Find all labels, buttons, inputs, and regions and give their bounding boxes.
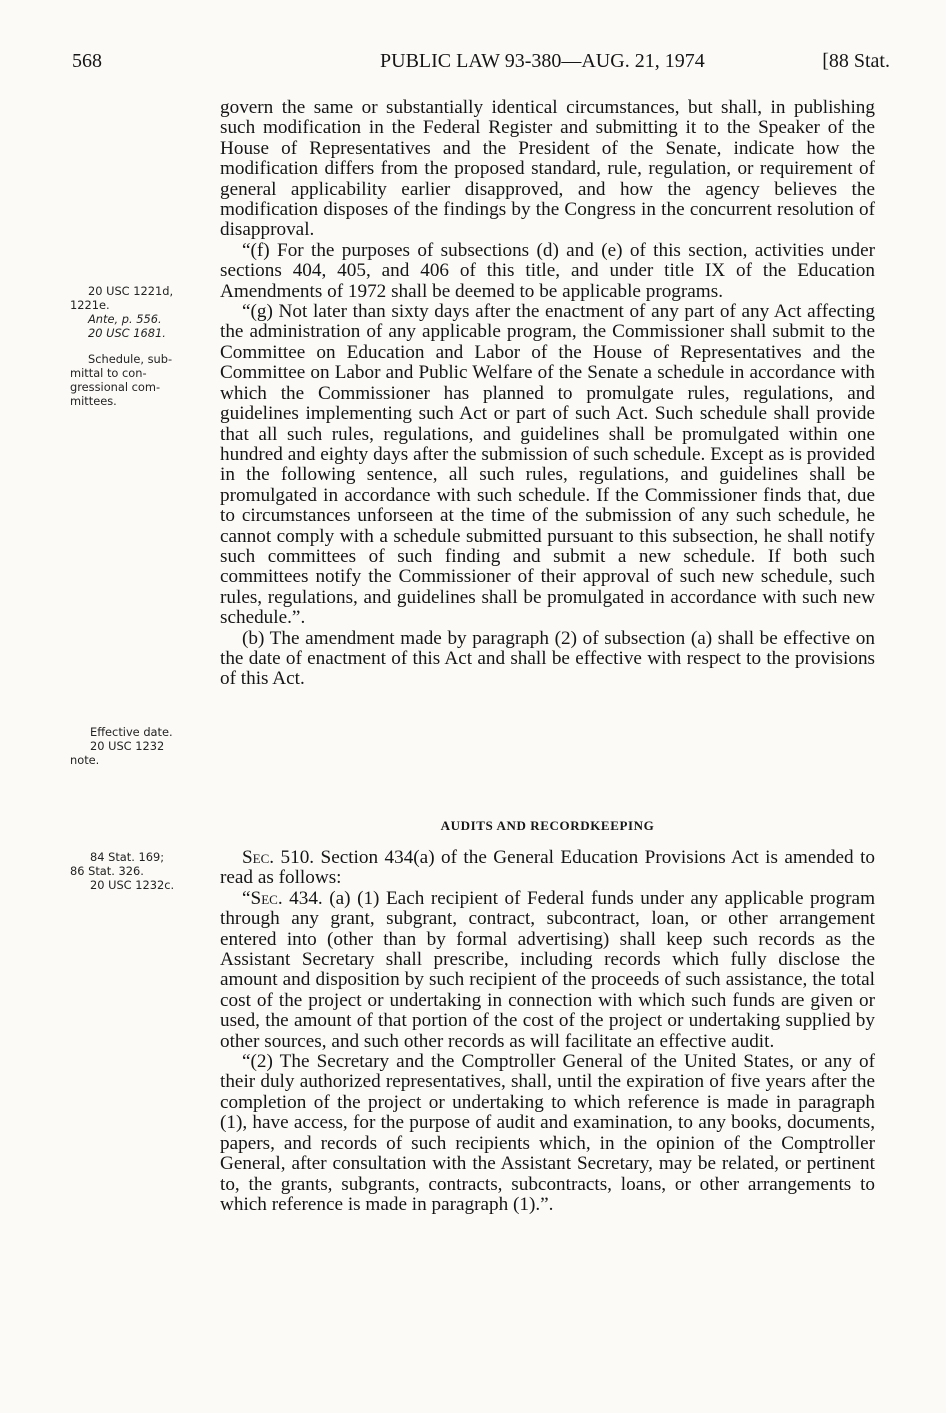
margin-note-line: Ante, p. 556. — [88, 312, 162, 326]
paragraph-subsection-g: “(g) Not later than sixty days after the enactment of any part of any Act affecting the administration of any applicable program, the Commissioner shall submit to the Committee on Education and Labor of the House of Representatives and the Committee on Labor and Public Welfare of the Senate a schedule in accordance with which the Commissioner has planned to promulgate rules, regulations, and guidelines implementing such Act or part of such Act. Such schedule shall provide that all such rules, regulations, and guidelines shall be promulgated within one hundred and eighty days after the submission of such schedule. Except as is provided in the following sentence, all such rules, regulations, and guidelines shall be promulgated in accordance with such schedule. If the Commissioner finds that, due to circumstances unforseen at the time of the submission of any such schedule, he cannot comply with a schedule submitted pursuant to this subsection, he shall notify such committees of such finding and submit a new schedule. If both such committees notify the Commissioner of their approval of such new schedule, such rules, regulations, and guidelines shall be promulgated in accordance with such new schedule.”. — [220, 301, 875, 629]
open-quote: “ — [242, 887, 251, 909]
margin-note-statutes — [70, 850, 210, 892]
paragraph-text: 510. Section 434(a) of the General Education Provisions Act is amended to read as follows: — [220, 847, 875, 889]
margin-note-line: mittal to con- — [70, 366, 147, 380]
margin-note-effective-date — [70, 725, 210, 767]
paragraph-sec-434 — [220, 889, 875, 1052]
margin-note-citations — [70, 284, 210, 340]
paragraph-access: “(2) The Secretary and the Comptroller General of the United States, or any of their duly authorized representatives, shall, until the expiration of five years after the completion of the project or undertaking to which reference is made in paragraph (1), have access, for the purpose of audit and examination, to any books, documents, papers, and records of such recipients which, in the opinion of the Comptroller General, after consultation with the Assistant Secretary, may be related, or pertinent to, the grants, subgrants, contracts, subcontracts, loans, or other arrangements to which reference is made in paragraph (1).”. — [220, 1051, 875, 1215]
paragraph-sec-510 — [220, 848, 875, 889]
margin-note-line: 20 USC 1232c. — [90, 878, 175, 892]
margin-note-line: 20 USC 1681. — [88, 326, 166, 340]
margin-note-line: 20 USC 1221d, — [88, 284, 174, 298]
section-heading: AUDITS AND RECORDKEEPING — [440, 818, 655, 833]
statute-volume: [88 Stat. — [822, 50, 890, 72]
margin-note-line: 84 Stat. 169; — [90, 850, 165, 864]
paragraph-modification: govern the same or substantially identical circumstances, but shall, in publishing such modification in the Federal Register and submitting it to the Speaker of the House of Representatives and the President of the Senate, indicate how the modification differs from the proposed standard, rule, regulation, or requirement of general applicability earlier disapproved, and how the agency believes the modification disposes of the findings by the Congress in the concurrent resolution of disapproval. — [220, 97, 875, 241]
running-head-title: PUBLIC LAW 93-380—AUG. 21, 1974 — [380, 50, 705, 72]
body-text-upper — [220, 98, 875, 690]
margin-note-line: Schedule, sub- — [88, 352, 173, 366]
page-number: 568 — [72, 50, 102, 72]
section-label: Sec. — [250, 887, 283, 909]
margin-note-line: note. — [70, 753, 100, 767]
section-label: Sec. — [242, 847, 275, 868]
paragraph-subsection-f: “(f) For the purposes of subsections (d) and (e) of this section, activities under sections 404, 405, and 406 of this title, and under title IX of the Education Amendments of 1972 shall be deemed to be applicable programs. — [220, 239, 875, 302]
margin-note-line: mittees. — [70, 394, 117, 408]
margin-note-line: 20 USC 1232 — [90, 739, 165, 753]
body-text-lower — [220, 848, 875, 1215]
running-head — [72, 50, 890, 82]
margin-note-line: gressional com- — [70, 380, 161, 394]
margin-note-schedule — [70, 352, 210, 408]
margin-note-line: Effective date. — [90, 725, 173, 739]
margin-note-line: 1221e. — [70, 298, 110, 312]
paragraph-effective-date: (b) The amendment made by paragraph (2) of subsection (a) shall be effective on the date of enactment of this Act and shall be effective with respect to the provisions of this Act. — [220, 627, 875, 690]
paragraph-text: 434. (a) (1) Each recipient of Federal funds under any applicable program through any grant, subgrant, contract, subcontract, loan, or other arrangement entered into (other than by formal advertising) shall keep such records as the Assistant Secretary shall prescribe, including records which fully disclose the amount and disposition by such recipient of the proceeds of such assistance, the total cost of the project or undertaking in connection with which such funds are given or used, the amount of that portion of the cost of the project or undertaking supplied by other sources, and such other records as will facilitate an effective audit. — [220, 887, 875, 1052]
margin-note-line: 86 Stat. 326. — [70, 864, 144, 878]
